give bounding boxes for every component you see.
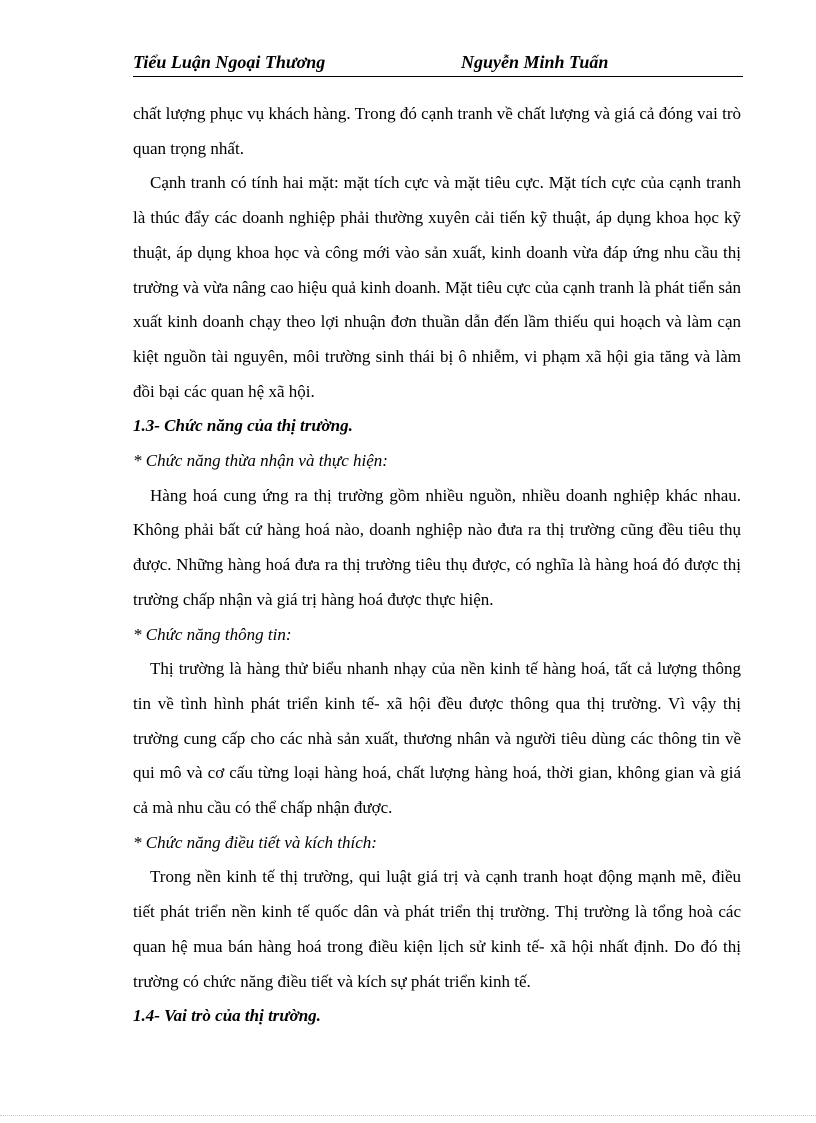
paragraph-quality-competition: chất lượng phục vụ khách hàng. Trong đó cạnh tranh về chất lượng và giá cả đóng vai trò quan trọng nhất. (133, 104, 741, 158)
subheading-information-function: * Chức năng thông tin: (133, 624, 292, 644)
subheading-recognition-function: * Chức năng thừa nhận và thực hiện: (133, 451, 388, 471)
paragraph-two-sides-of-competition: Cạnh tranh có tính hai mặt: mặt tích cực và mặt tiêu cực. Mặt tích cực của cạnh tranh là thúc đẩy các doanh nghiệp phải thường xuyên cải tiến kỹ thuật, áp dụng khoa học kỹ thuật, áp dụng khoa học và công mới vào sản xuất, kinh doanh vừa đáp ứng nhu cầu thị trường và vừa nâng cao hiệu quả kinh doanh. Mặt tiêu cực của cạnh tranh là phát tiển sản xuất kinh doanh chạy theo lợi nhuận đơn thuần dẫn đến lầm thiếu qui hoạch và làm cạn kiệt nguồn tài nguyên, môi trường sinh thái bị ô nhiễm, vi phạm xã hội gia tăng và làm đồi bại các quan hệ xã hội. (133, 173, 741, 401)
paragraph-regulation-function: Trong nền kinh tế thị trường, qui luật giá trị và cạnh tranh hoạt động mạnh mẽ, điều tiết phát triển nền kinh tế quốc dân và phát triển thị trường. Thị trường là tổng hoà các quan hệ mua bán hàng hoá trong điều kiện lịch sử kinh tế- xã hội nhất định. Do đó thị trường có chức năng điều tiết và kích sự phát triển kinh tế. (133, 867, 741, 991)
header-author-name: Nguyễn Minh Tuấn (461, 52, 609, 72)
section-heading-market-role: 1.4- Vai trò của thị trường. (133, 1006, 321, 1026)
page-bottom-divider (0, 1115, 816, 1116)
paragraph-information-function: Thị trường là hàng thử biểu nhanh nhạy của nền kinh tế hàng hoá, tất cả lượng thông tin về tình hình phát triển kinh tế- xã hội đều được thông qua thị trường. Vì vậy thị trường cung cấp cho các nhà sản xuất, thương nhân và người tiêu dùng các thông tin về qui mô và cơ cấu từng loại hàng hoá, chất lượng hàng hoá, thời gian, không gian và giá cả mà nhu cầu có thể chấp nhận được. (133, 659, 741, 818)
header-document-title: Tiểu Luận Ngoại Thương (133, 52, 326, 72)
page-body (133, 97, 741, 1034)
page-header (133, 52, 743, 77)
section-heading-market-functions: 1.3- Chức năng của thị trường. (133, 416, 353, 436)
subheading-regulation-function: * Chức năng điều tiết và kích thích: (133, 832, 377, 852)
paragraph-recognition-function: Hàng hoá cung ứng ra thị trường gồm nhiều nguồn, nhiều doanh nghiệp khác nhau. Không phải bất cứ hàng hoá nào, doanh nghiệp nào đưa ra thị trường cũng đều tiêu thụ được. Những hàng hoá đưa ra thị trường tiêu thụ được, có nghĩa là hàng hoá đó được thị trường chấp nhận và giá trị hàng hoá được thực hiện. (133, 485, 741, 609)
